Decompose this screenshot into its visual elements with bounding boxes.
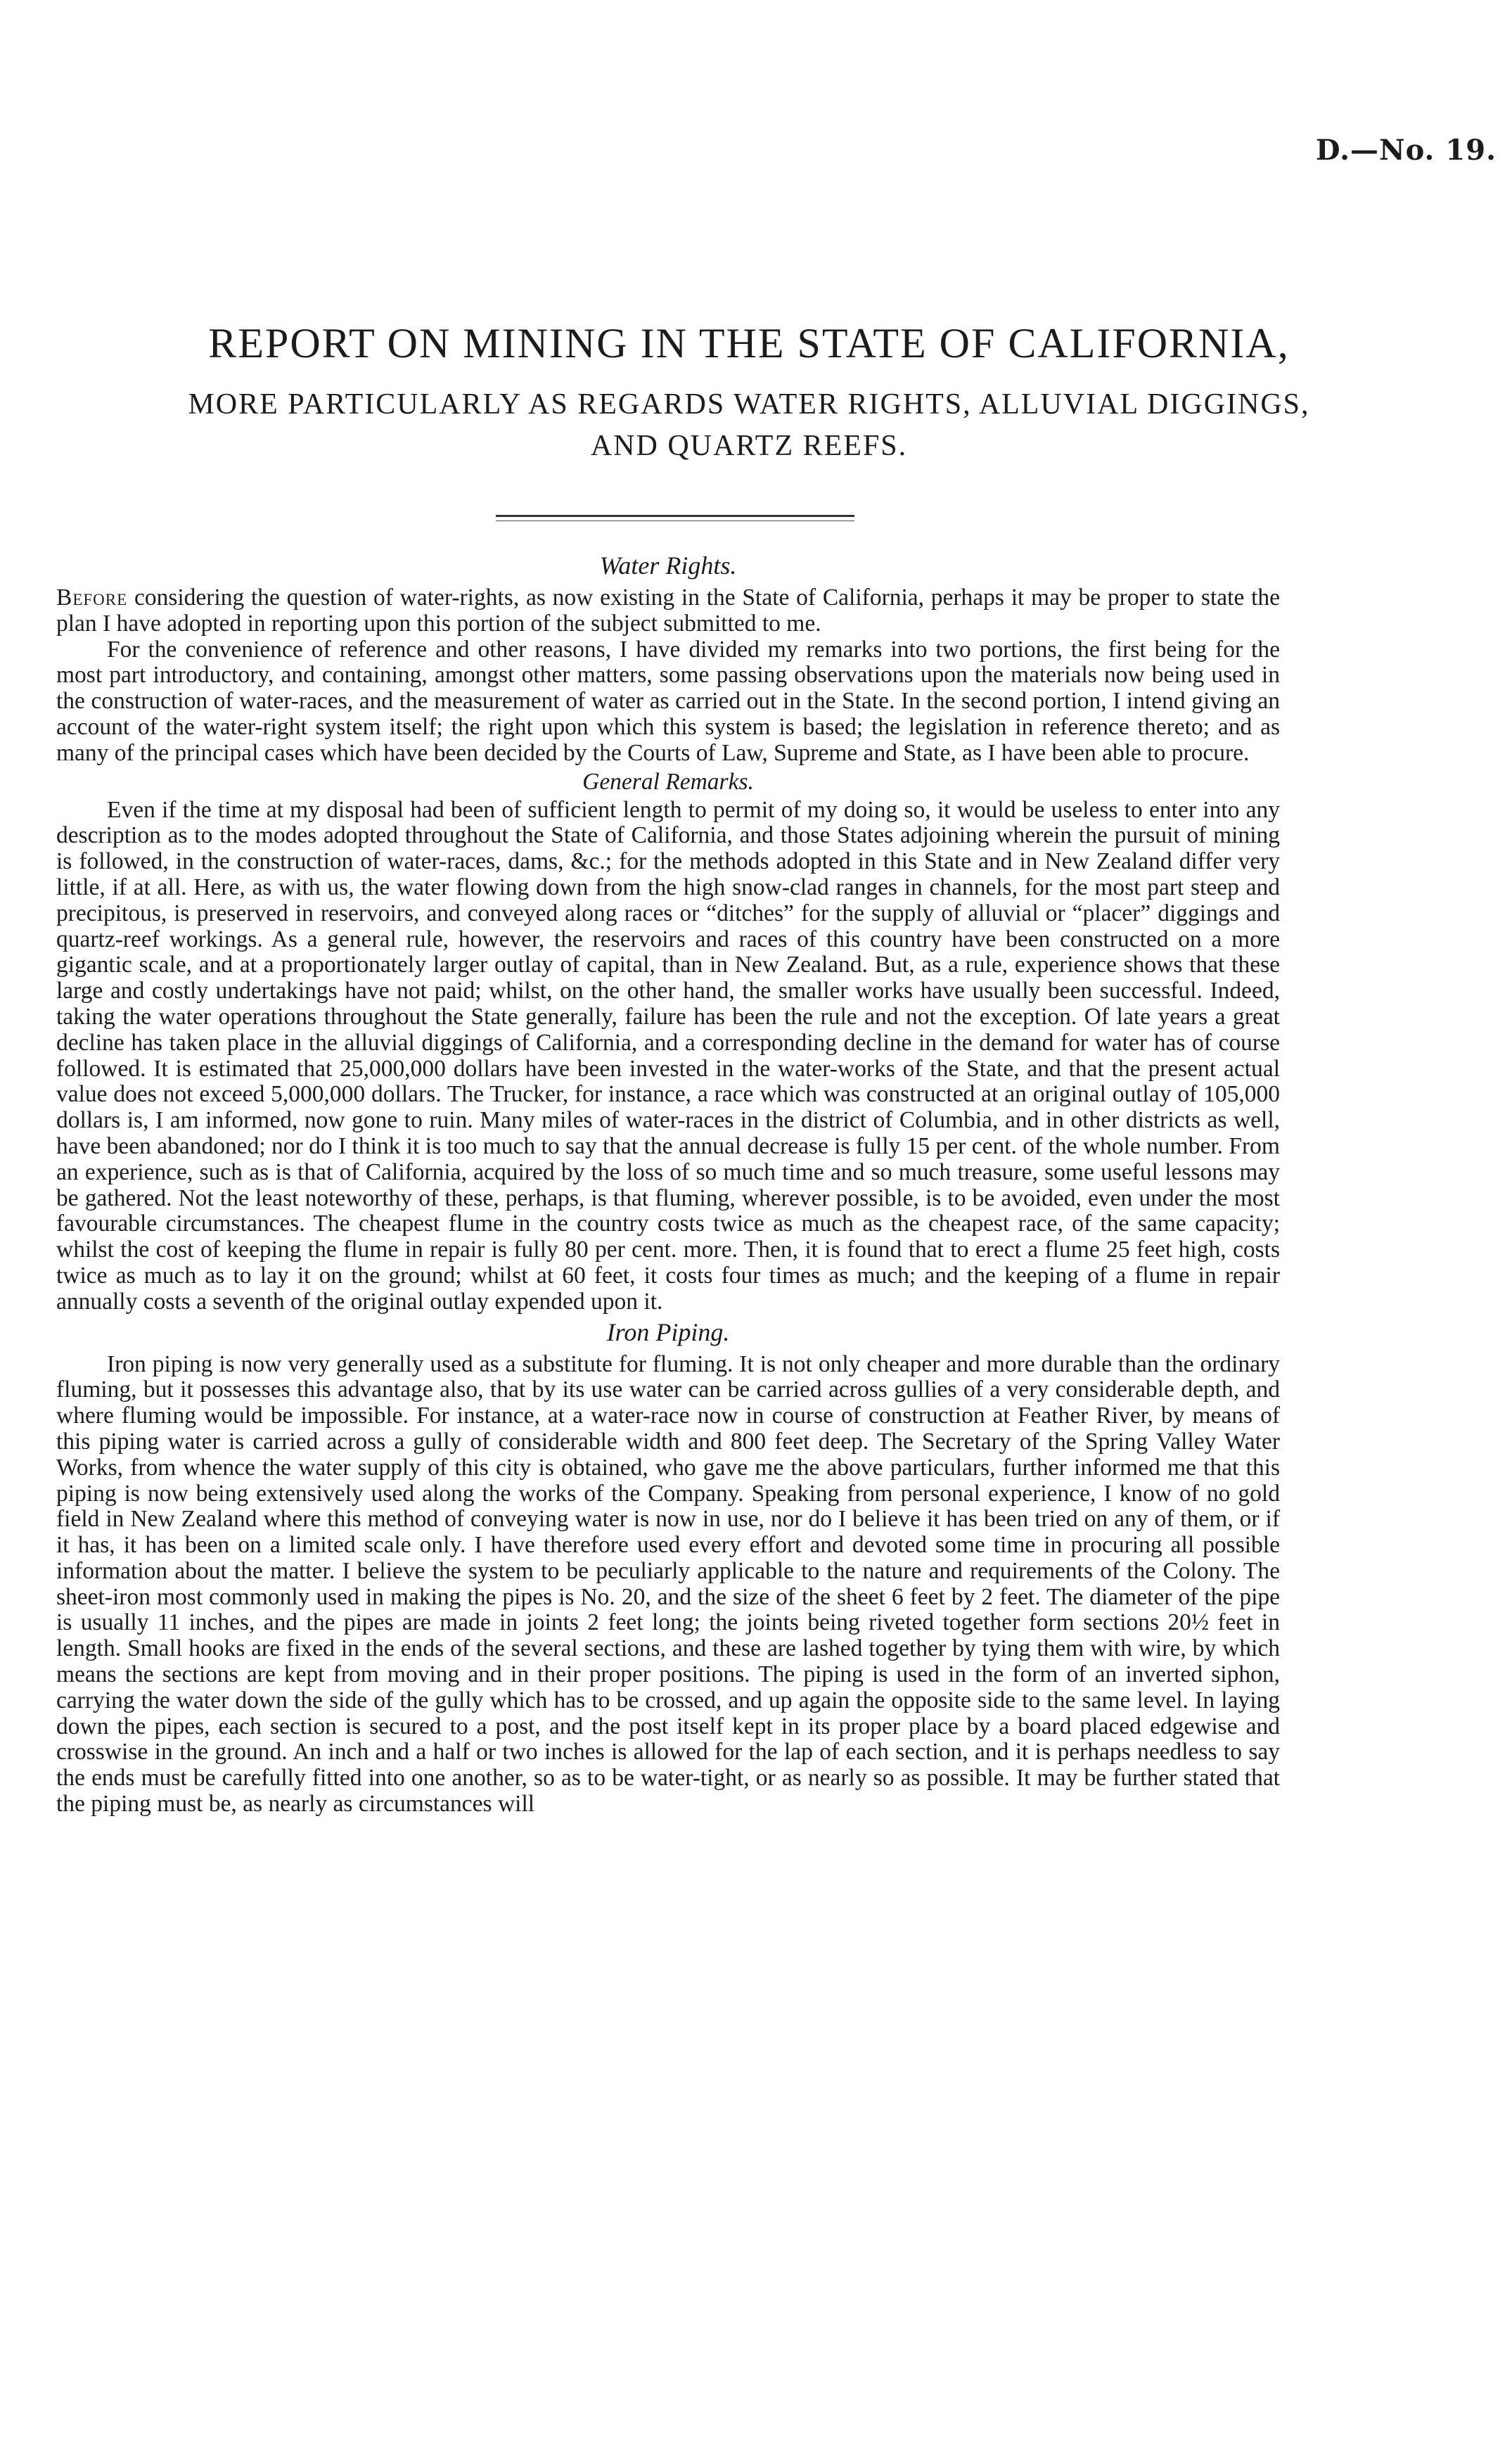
heading-iron-piping: Iron Piping.	[606, 1317, 730, 1346]
title-block	[42, 318, 1456, 467]
page-reference: D.—No. 19.	[1315, 134, 1497, 167]
paragraph-water-rights-2: For the convenience of reference and other reasons, I have divided my remarks into two portions, the first being for the most part introductory, and containing, amongst other matters, some passing observations upon the materials now being used in the construction of water-races, and the measurement of water as carried out in the State. In the second portion, I intend giving an account of the water-right system itself; the right upon which this system is based; the legislation in reference thereto; and as many of the principal cases which have been decided by the Courts of Law, Supreme and State, as I have been able to procure.	[56, 636, 1280, 766]
title-divider-thin	[496, 520, 854, 521]
report-subtitle	[42, 384, 1456, 467]
report-body	[56, 549, 1280, 1818]
paragraph-general-remarks-1: Even if the time at my disposal had been of sufficient length to permit of my doing so, it would be useless to enter into any description as to the modes adopted throughout the State of California, and those States adjoining wherein the pursuit of mining is followed, in the construction of water-races, dams, &c.; for the methods adopted in this State and in New Zealand differ very little, if at all. Here, as with us, the water flowing down from the high snow-clad ranges in channels, for the most part steep and precipitous, is preserved in reservoirs, and conveyed along races or “ditches” for the supply of alluvial or “placer” diggings and quartz-reef workings. As a general rule, however, the reservoirs and races of this country have been constructed on a more gigantic scale, and at a proportionately larger outlay of capital, than in New Zealand. But, as a rule, experience shows that these large and costly undertakings have not paid; whilst, on the other hand, the smaller works have usually been successful. Indeed, taking the water operations throughout the State generally, failure has been the rule and not the exception. Of late years a great decline has taken place in the alluvial diggings of California, and a corresponding decline in the demand for water has of course followed. It is estimated that 25,000,000 dollars have been invested in the water-works of the State, and that the present actual value does not exceed 5,000,000 dollars. The Trucker, for instance, a race which was constructed at an original outlay of 105,000 dollars is, I am informed, now gone to ruin. Many miles of water-races in the district of Columbia, and in other districts as well, have been abandoned; nor do I think it is too much to say that the annual decrease is fully 15 per cent. of the whole number. From an experience, such as is that of California, acquired by the loss of so much time and so much treasure, some useful lessons may be gathered. Not the least noteworthy of these, perhaps, is that fluming, wherever possible, is to be avoided, even under the most favourable circumstances. The cheapest flume in the country costs twice as much as the cheapest race, of the same capacity; whilst the cost of keeping the flume in repair is fully 80 per cent. more. Then, it is found that to erect a flume 25 feet high, costs twice as much as to lay it on the ground; whilst at 60 feet, it costs four times as much; and the keeping of a flume in repair annually costs a seventh of the original outlay expended upon it.	[56, 796, 1280, 1315]
report-title: REPORT ON MINING IN THE STATE OF CALIFORNIA,	[208, 320, 1290, 366]
heading-general-remarks: General Remarks.	[582, 768, 754, 795]
subtitle-line-2: AND QUARTZ REEFS.	[590, 429, 908, 462]
heading-water-rights: Water Rights.	[599, 551, 737, 580]
title-divider	[496, 515, 854, 517]
paragraph-iron-piping-1: Iron piping is now very generally used as a substitute for fluming. It is not only cheaper and more durable than the ordinary fluming, but it possesses this advantage also, that by its use water can be carried across gullies of a very considerable depth, and where fluming would be impossible. For instance, at a water-race now in course of construction at Feather River, by means of this piping water is carried across a gully of considerable width and 800 feet deep. The Secretary of the Spring Valley Water Works, from whence the water supply of this city is obtained, who gave me the above particulars, further informed me that this piping is now being extensively used along the works of the Company. Speaking from personal experience, I know of no gold field in New Zealand where this method of conveying water is now in use, nor do I believe it has been tried on any of them, or if it has, it has been on a limited scale only. I have therefore used every effort and devoted some time in procuring all possible information about the matter. I believe the system to be peculiarly applicable to the nature and requirements of the Colony. The sheet-iron most commonly used in making the pipes is No. 20, and the size of the sheet 6 feet by 2 feet. The diameter of the pipe is usually 11 inches, and the pipes are made in joints 2 feet long; the joints being riveted together form sections 20½ feet in length. Small hooks are fixed in the ends of the several sections, and these are lashed together by tying them with wire, by which means the sections are kept from moving and in their proper positions. The piping is used in the form of an inverted siphon, carrying the water down the side of the gully which has to be crossed, and up again the opposite side to the same level. In laying down the pipes, each section is secured to a post, and the post itself kept in its proper place by a board placed edgewise and crosswise in the ground. An inch and a half or two inches is allowed for the lap of each section, and it is perhaps needless to say the ends must be carefully fitted into one another, so as to be water-tight, or as nearly so as possible. It may be further stated that the piping must be, as nearly as circumstances will	[56, 1350, 1280, 1818]
subtitle-line-1: MORE PARTICULARLY AS REGARDS WATER RIGHTS, ALLUVIAL DIGGINGS,	[188, 388, 1310, 421]
paragraph-water-rights-1	[56, 585, 1280, 637]
drop-word: Before	[56, 585, 128, 611]
paragraph-text: considering the question of water-rights, as now existing in the State of California, perhaps it may be proper to state the plan I have adopted in reporting upon this portion of the subject submitted to me.	[56, 585, 1280, 637]
